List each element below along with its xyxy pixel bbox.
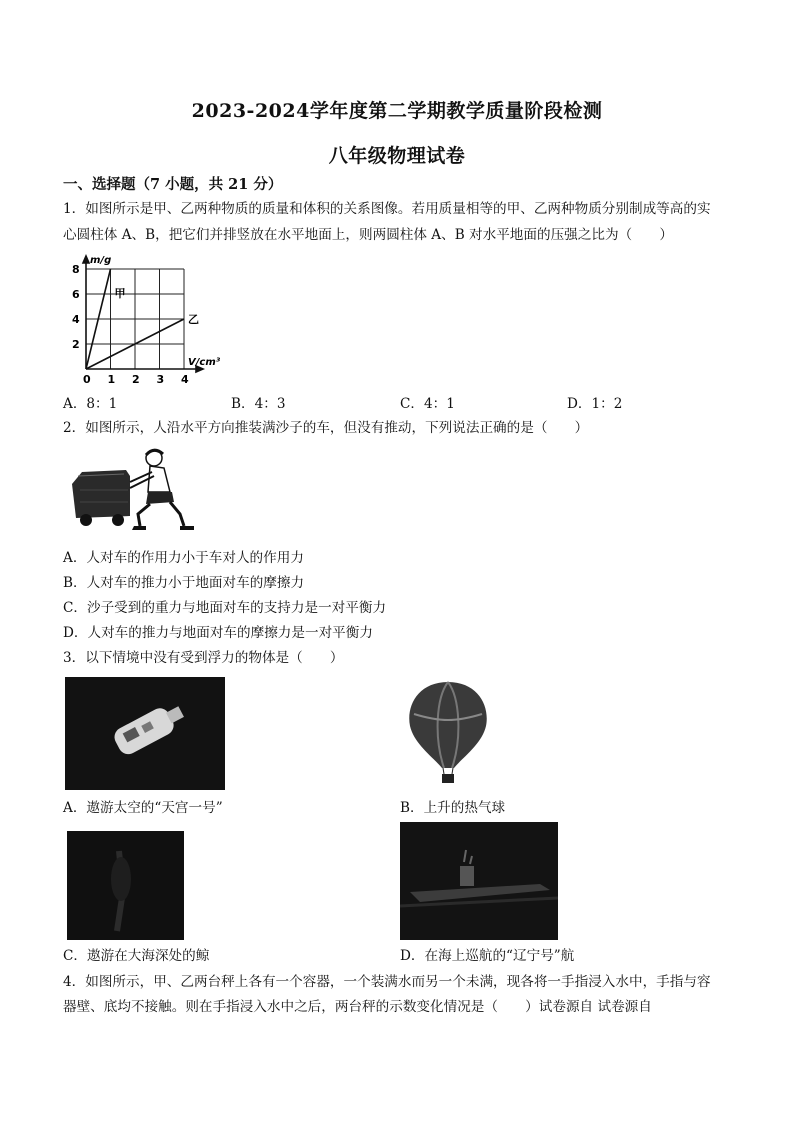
q3-option-a[interactable]: A．遨游太空的“天宫一号” — [63, 800, 223, 816]
x-tick-label: 2 — [132, 373, 140, 386]
exam-subtitle: 八年级物理试卷 — [328, 145, 466, 167]
q3-option-b[interactable]: B．上升的热气球 — [400, 800, 506, 816]
y-tick-label: 8 — [72, 263, 80, 276]
q1-text-line2: 心圆柱体 A、B，把它们并排竖放在水平地面上，则两圆柱体 A、B 对水平地面的压强之比为（ ） — [63, 227, 673, 243]
graph-axes — [83, 256, 203, 372]
y-tick-label: 2 — [72, 338, 80, 351]
q2-option-d[interactable]: D．人对车的推力与地面对车的摩擦力是一对平衡力 — [63, 625, 373, 641]
whale-deep-sea-photo — [67, 831, 184, 940]
x-axis-label: V/cm³ — [188, 357, 221, 368]
y-tick-label: 6 — [72, 288, 80, 301]
section-heading: 一、选择题（7 小题，共 21 分） — [63, 176, 283, 193]
q4-text-line2: 器壁、底均不接触。则在手指浸入水中之后，两台秤的示数变化情况是（ ）试卷源自 试卷源自 — [63, 999, 652, 1015]
x-tick-label: 3 — [156, 373, 165, 386]
x-tick-label: 4 — [181, 373, 189, 386]
q3-option-c[interactable]: C．遨游在大海深处的鲸 — [63, 948, 210, 964]
y-axis-arrow — [83, 256, 89, 263]
series-label: 甲 — [114, 287, 126, 300]
liaoning-carrier-photo — [400, 822, 558, 940]
y-tick-label: 4 — [72, 313, 80, 326]
q1-option-a[interactable]: A．8：1 — [63, 396, 118, 412]
q4-text-line1: 4．如图所示，甲、乙两台秤上各有一个容器，一个装满水而另一个未满，现各将一手指浸入水中，手指与容 — [63, 974, 711, 990]
mass-volume-graph — [64, 253, 254, 387]
graph-grid — [86, 269, 184, 369]
q2-stem: 2．如图所示，人沿水平方向推装满沙子的车，但没有推动，下列说法正确的是（ ） — [63, 420, 589, 436]
q1-option-c[interactable]: C．4：1 — [400, 396, 455, 412]
x-tick-label: 1 — [107, 373, 116, 386]
q2-option-a[interactable]: A．人对车的作用力小于车对人的作用力 — [63, 550, 304, 566]
q2-option-b[interactable]: B．人对车的推力小于地面对车的摩擦力 — [63, 575, 305, 591]
series-label: 乙 — [188, 313, 199, 326]
q1-option-b[interactable]: B．4：3 — [231, 396, 286, 412]
exam-title: 2023-2024学年度第二学期教学质量阶段检测 — [191, 100, 603, 122]
hot-air-balloon-photo — [400, 678, 496, 788]
tiangong-space-station-photo — [65, 677, 225, 790]
boy-pushing-cart-illustration — [68, 446, 200, 534]
q3-option-d[interactable]: D．在海上巡航的“辽宁号”航 — [400, 948, 575, 964]
x-tick-label: 0 — [83, 373, 91, 386]
y-axis-label: m/g — [90, 255, 112, 266]
q2-option-c[interactable]: C．沙子受到的重力与地面对车的支持力是一对平衡力 — [63, 600, 387, 616]
q3-stem: 3．以下情境中没有受到浮力的物体是（ ） — [63, 650, 344, 666]
q1-option-d[interactable]: D．1：2 — [567, 396, 623, 412]
q1-text-line1: 1．如图所示是甲、乙两种物质的质量和体积的关系图像。若用质量相等的甲、乙两种物质分别制成等高的实 — [63, 201, 711, 217]
